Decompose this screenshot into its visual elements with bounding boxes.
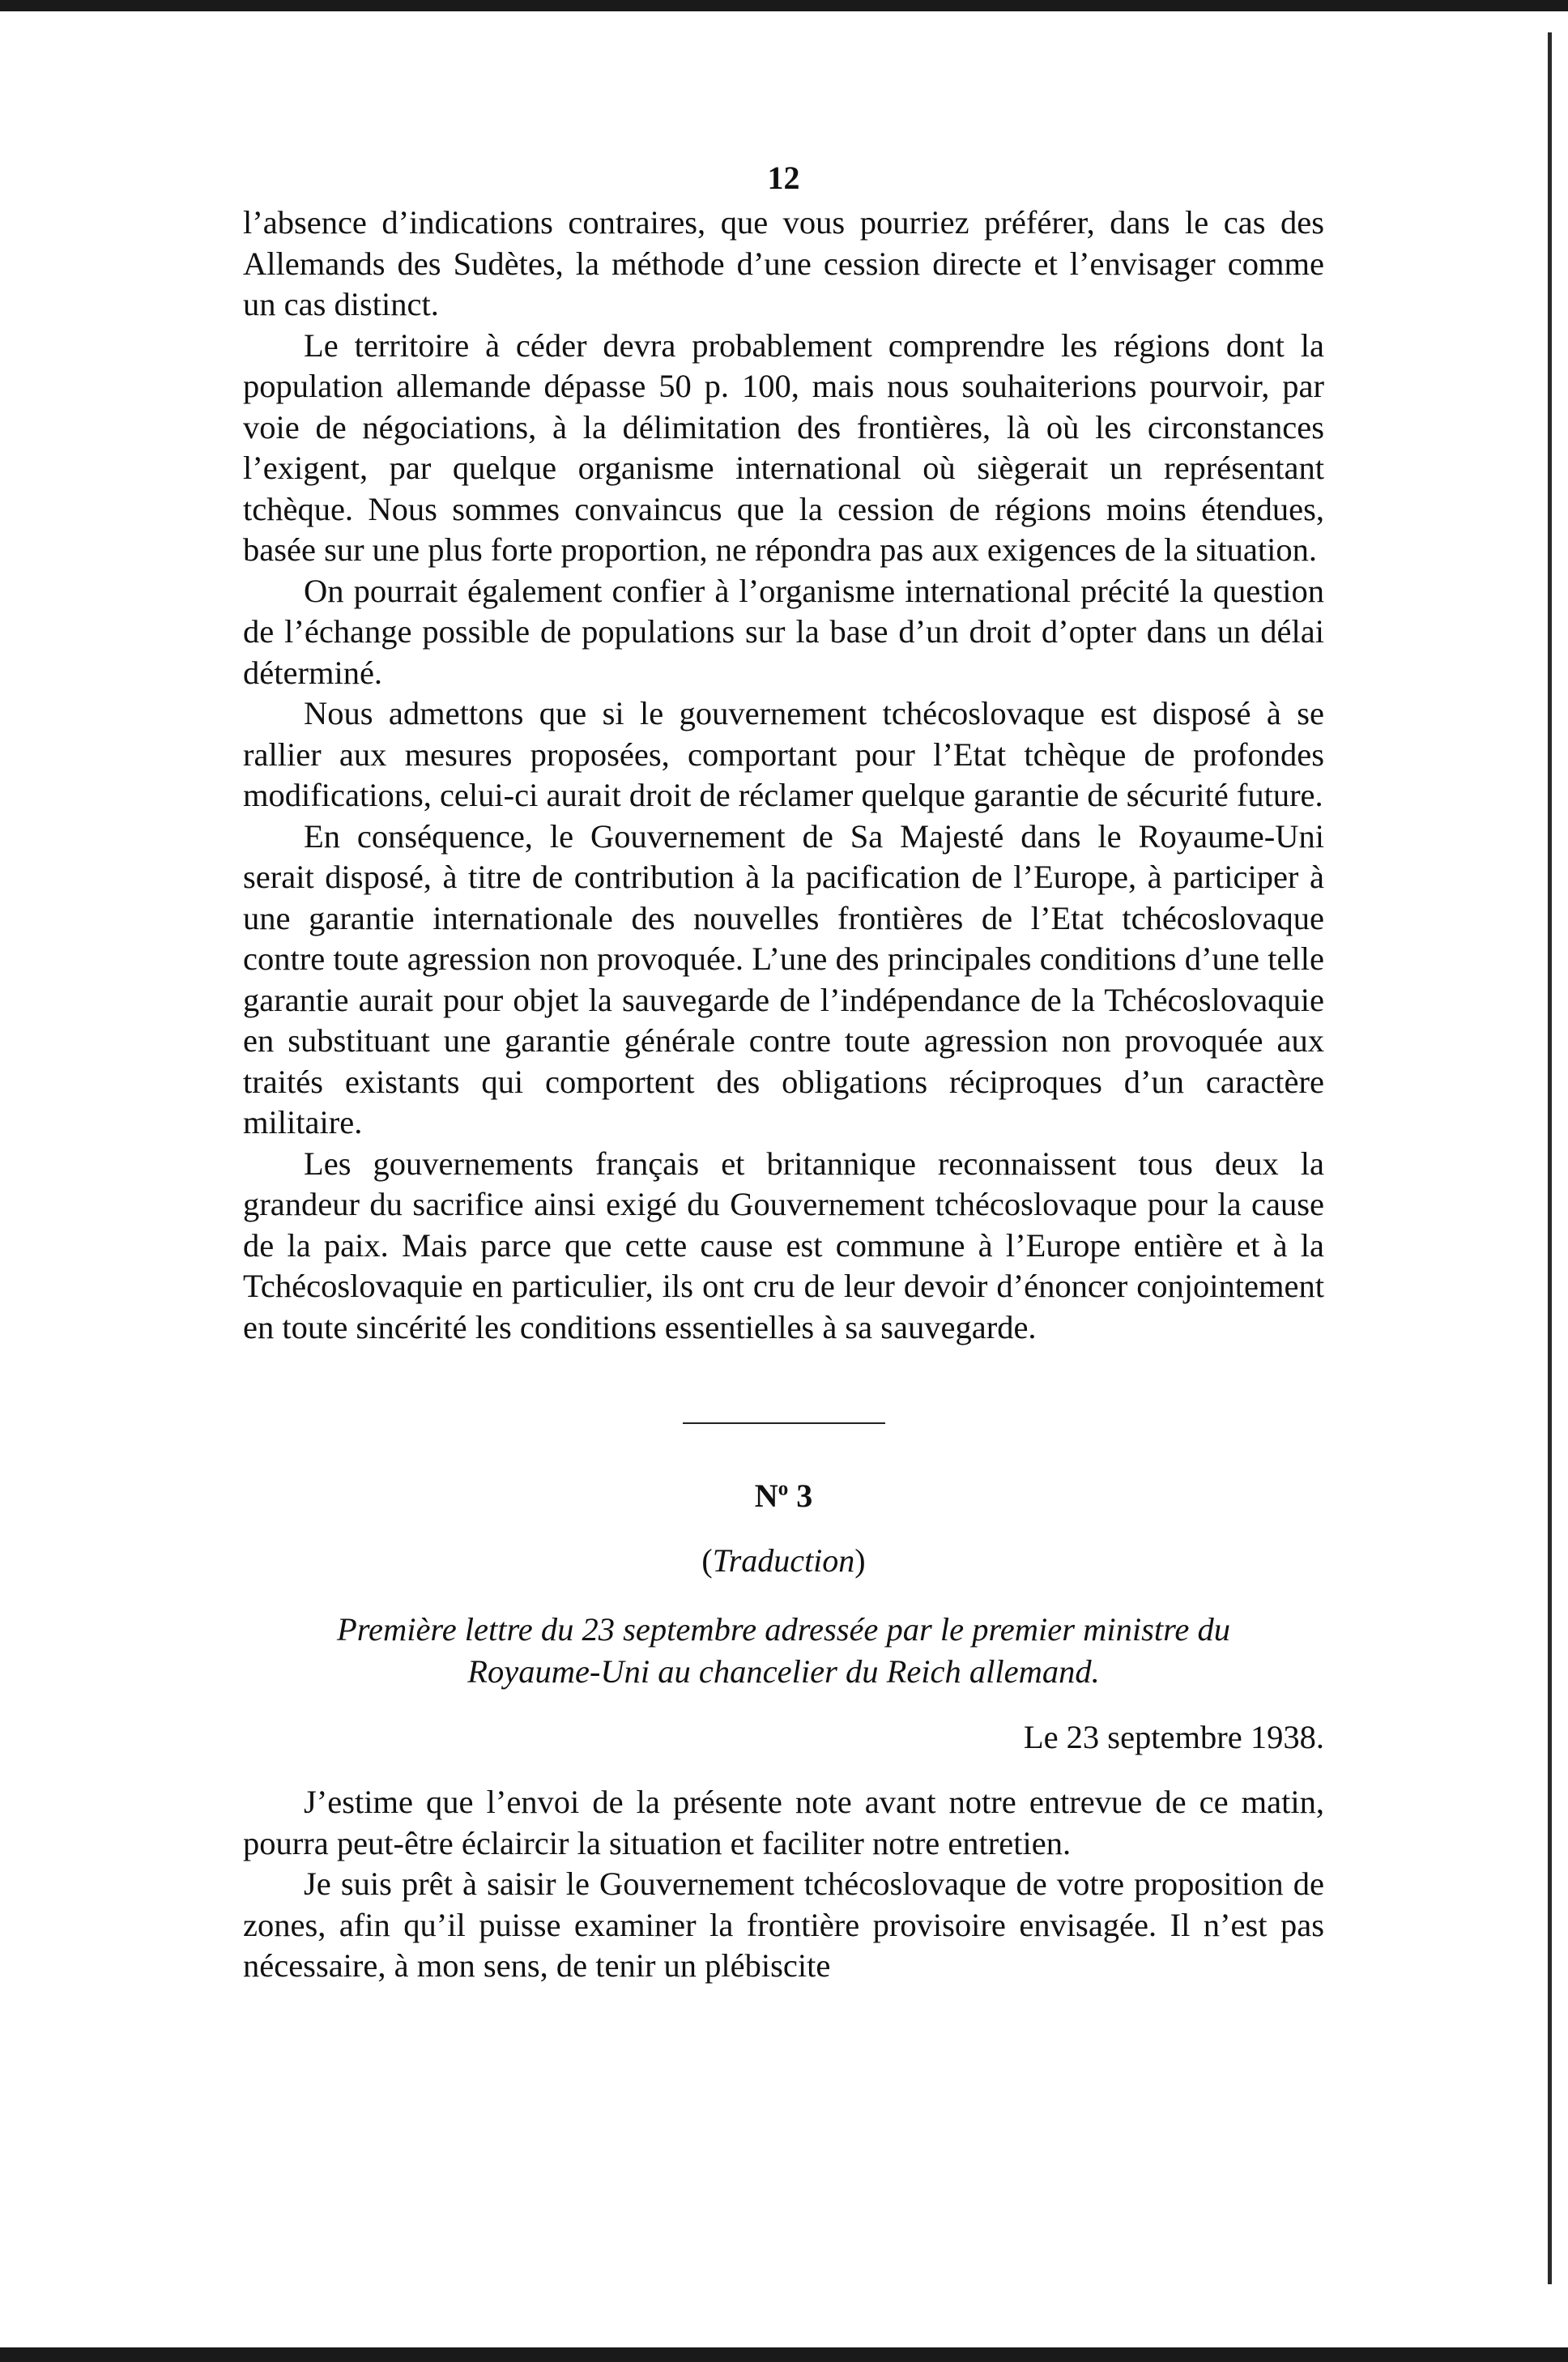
paragraph: On pourrait également confier à l’organisme international précité la question de l’échange possible de populations sur la base d’un droit d’opter dans un délai déterminé. [243, 572, 1324, 691]
letter-heading-line: Première lettre du 23 septembre adressée par le premier ministre du [336, 1611, 1230, 1648]
document-number [243, 1476, 1324, 1516]
paragraph: En conséquence, le Gouvernement de Sa Majesté dans le Royaume-Uni serait disposé, à titre de contribution à la pacification de l’Europe, à participer à une garantie internationale des nouvelles frontières de l’Etat tchécoslovaque contre toute agression non provoquée. L’une des principales conditions d’une telle garantie aurait pour objet la sauvegarde de l’indépendance de la Tchécoslovaquie en substituant une garantie générale contre toute agression non provoquée aux traités existants qui comportent des obligations réciproques d’un caractère militaire. [243, 817, 1324, 1140]
letter-heading-line: Royaume-Uni au chancelier du Reich allemand. [467, 1653, 1100, 1690]
paragraph: Nous admettons que si le gouvernement tchécoslovaque est disposé à se rallier aux mesures proposées, comportant pour l’Etat tchèque de profondes modifications, celui-ci aurait droit de réclamer quelque garantie de sécurité future. [243, 695, 1324, 813]
scan-edge-bottom [0, 2347, 1568, 2362]
document-number-sup: o [778, 1477, 789, 1500]
paragraph: Le territoire à céder devra probablement comprendre les régions dont la population allemande dépasse 50 p. 100, mais nous souhaiterions pourvoir, par voie de négociations, à la délimitation des frontières, là où les circonstances l’exigent, par quelque organisme international où siègerait un représentant tchèque. Nous sommes convaincus que la cession de régions moins étendues, basée sur une plus forte proportion, ne répondra pas aux exigences de la situation. [243, 326, 1324, 568]
document-page [243, 154, 1324, 1987]
paragraph: J’estime que l’envoi de la présente note avant notre entrevue de ce matin, pourra peut-être éclaircir la situation et faciliter notre entretien. [243, 1784, 1324, 1861]
paragraph-continuation: l’absence d’indications contraires, que vous pourriez préférer, dans le cas des Allemands des Sudètes, la méthode d’une cession directe et l’envisager comme un cas distinct. [243, 204, 1324, 322]
section-separator [683, 1422, 885, 1424]
translation-close: ) [854, 1542, 866, 1579]
scan-edge-right [1548, 32, 1552, 2284]
paragraph: Les gouvernements français et britannique reconnaissent tous deux la grandeur du sacrifice ainsi exigé du Gouvernement tchécoslovaque pour la cause de la paix. Mais parce que cette cause est commune à l’Europe entière et à la Tchécoslovaquie en particulier, ils ont cru de leur devoir d’énoncer conjointement en toute sincérité les conditions essentielles à sa sauvegarde. [243, 1145, 1324, 1345]
scan-edge-top [0, 0, 1568, 11]
letter-date: Le 23 septembre 1938. [1023, 1719, 1324, 1755]
document-number-prefix: N [754, 1477, 778, 1514]
page-number: 12 [767, 160, 800, 196]
letter-heading [259, 1609, 1308, 1693]
translation-open: ( [701, 1542, 713, 1579]
paragraph: Je suis prêt à saisir le Gouvernement tchécoslovaque de votre proposition de zones, afin qu’il puisse examiner la frontière provisoire envisagée. Il n’est pas nécessaire, à mon sens, de tenir un plébiscite [243, 1865, 1324, 1984]
translation-note [243, 1541, 1324, 1581]
translation-word: Traduction [712, 1542, 855, 1579]
document-number-value: 3 [788, 1477, 813, 1514]
